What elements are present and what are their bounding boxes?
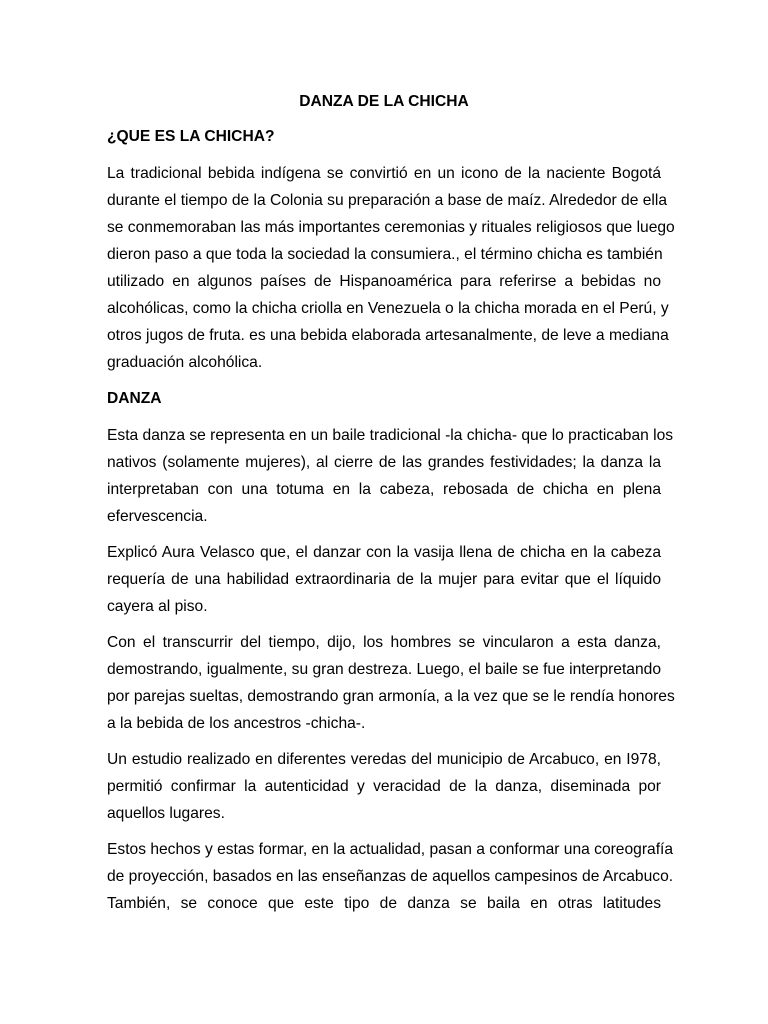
document-title: DANZA DE LA CHICHA: [299, 93, 469, 110]
paragraph-danza-1: [107, 422, 674, 530]
text-line: aquellos lugares.: [107, 805, 225, 822]
paragraph-danza-3: [107, 629, 675, 737]
paragraph-que-es-la-chicha: [107, 160, 675, 376]
paragraph-danza-2: [107, 539, 661, 620]
text-line: La tradicional bebida indígena se convirtió en un icono de la naciente Bogotá: [107, 165, 661, 182]
text-line: requería de una habilidad extraordinaria de la mujer para evitar que el líquido: [107, 571, 661, 588]
text-line: permitió confirmar la autenticidad y veracidad de la danza, diseminada por: [107, 778, 661, 795]
text-line: otros jugos de fruta. es una bebida elaborada artesanalmente, de leve a mediana: [107, 327, 669, 344]
paragraph-danza-5: [107, 836, 674, 917]
paragraph-danza-4: [107, 746, 661, 827]
text-line: utilizado en algunos países de Hispanoamérica para referirse a bebidas no: [107, 273, 661, 290]
text-line: Un estudio realizado en diferentes veredas del municipio de Arcabuco, en I978,: [107, 751, 661, 768]
section-heading-danza: DANZA: [107, 390, 162, 407]
section-heading-que-es-la-chicha: ¿QUE ES LA CHICHA?: [107, 128, 275, 145]
text-line: de proyección, basados en las enseñanzas de aquellos campesinos de Arcabuco.: [107, 868, 674, 885]
text-line: interpretaban con una totuma en la cabeza, rebosada de chicha en plena: [107, 481, 661, 498]
text-line: efervescencia.: [107, 508, 208, 525]
text-line: se conmemoraban las más importantes ceremonias y rituales religiosos que luego: [107, 219, 675, 236]
text-line: nativos (solamente mujeres), al cierre de las grandes festividades; la danza la: [107, 454, 661, 471]
text-line: durante el tiempo de la Colonia su preparación a base de maíz. Alrededor de ella: [107, 192, 667, 209]
text-line: dieron paso a que toda la sociedad la consumiera., el término chicha es también: [107, 246, 663, 263]
text-line: Con el transcurrir del tiempo, dijo, los hombres se vincularon a esta danza,: [107, 634, 661, 651]
text-line: graduación alcohólica.: [107, 354, 263, 371]
text-line: Estos hechos y estas formar, en la actualidad, pasan a conformar una coreografía: [107, 841, 674, 858]
text-line: alcohólicas, como la chicha criolla en Venezuela o la chicha morada en el Perú, y: [107, 300, 669, 317]
text-line: Explicó Aura Velasco que, el danzar con la vasija llena de chicha en la cabeza: [107, 544, 661, 561]
text-line: demostrando, igualmente, su gran destreza. Luego, el baile se fue interpretando: [107, 661, 661, 678]
text-line: Esta danza se representa en un baile tradicional -la chicha- que lo practicaban los: [107, 427, 674, 444]
text-line: También, se conoce que este tipo de danza se baila en otras latitudes: [107, 895, 661, 912]
text-line: por parejas sueltas, demostrando gran armonía, a la vez que se le rendía honores: [107, 688, 675, 705]
text-line: a la bebida de los ancestros -chicha-.: [107, 715, 366, 732]
text-line: cayera al piso.: [107, 598, 208, 615]
